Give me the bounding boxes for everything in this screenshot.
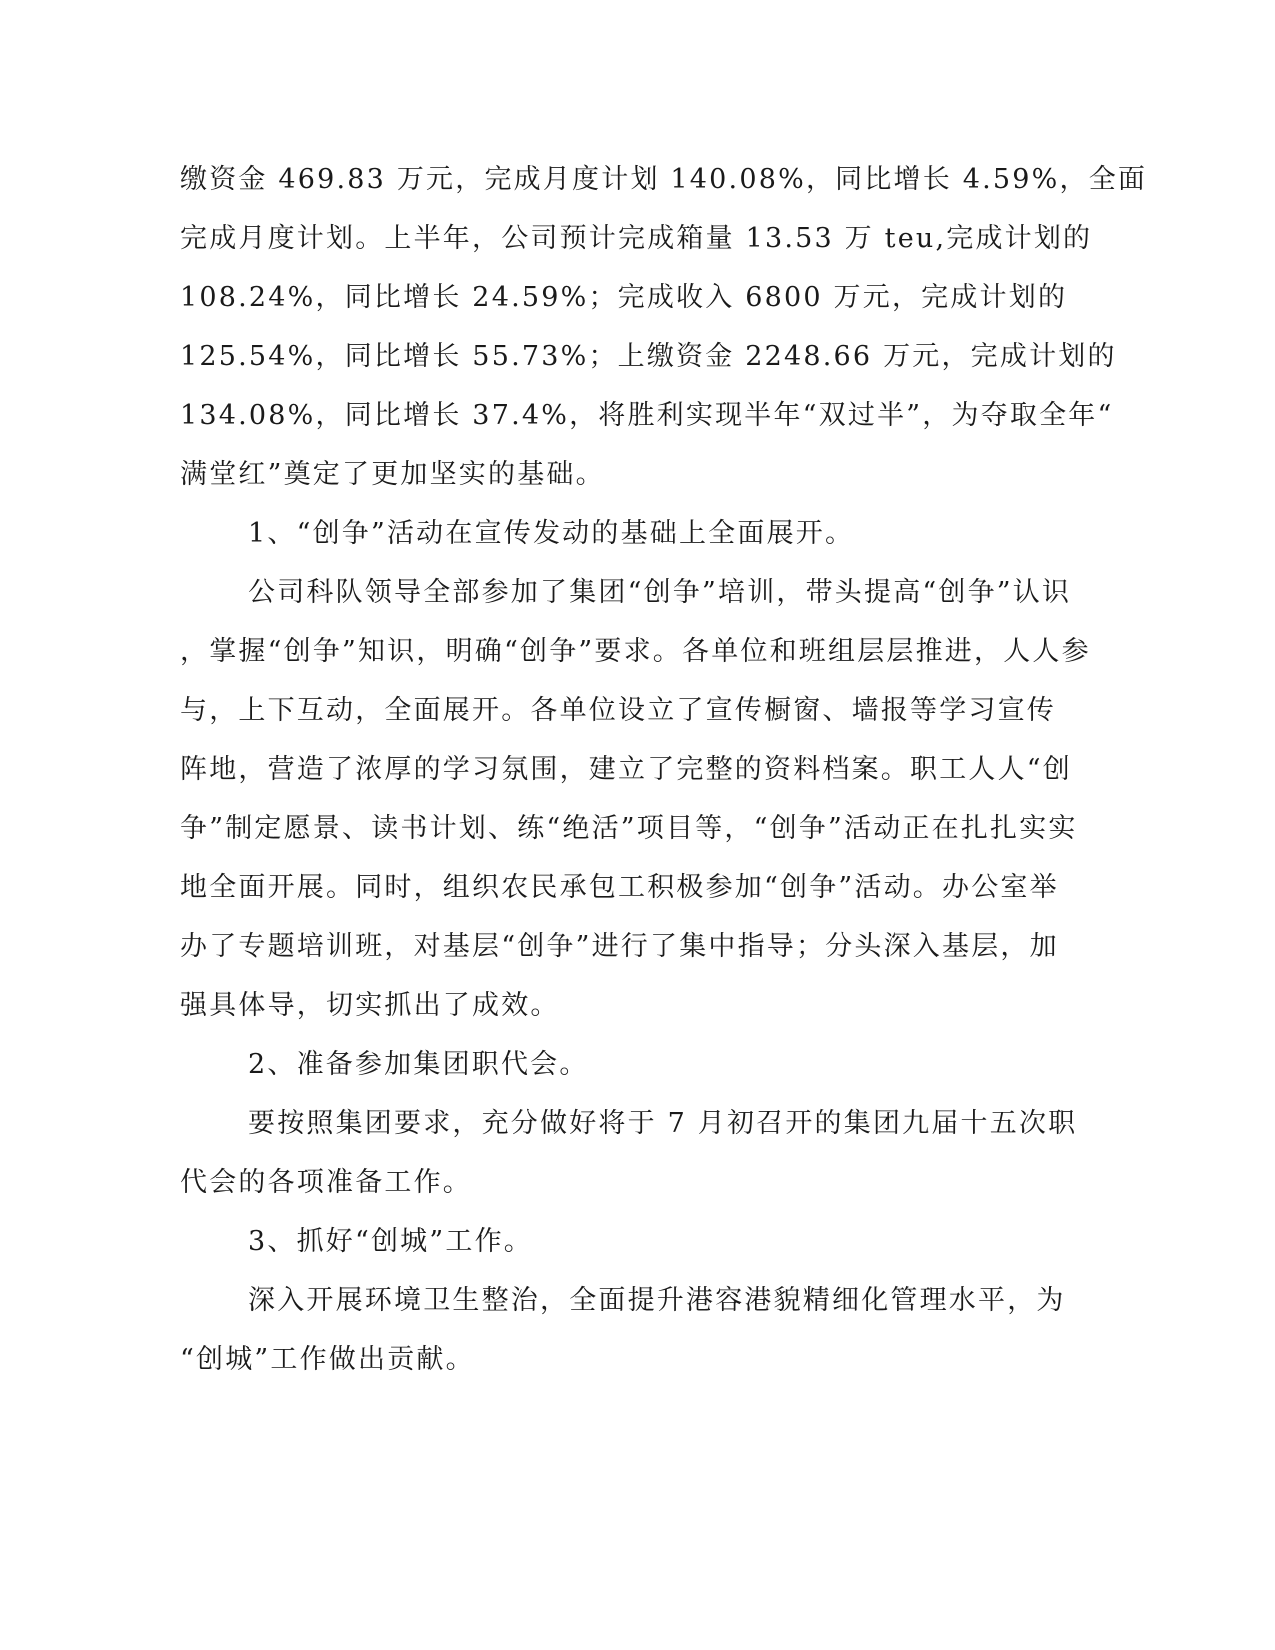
text-line: 与，上下互动，全面展开。各单位设立了宣传橱窗、墙报等学习宣传	[180, 695, 1056, 726]
text-line: 满堂红”奠定了更加坚实的基础。	[180, 459, 605, 490]
section-heading: 3、抓好“创城”工作。	[248, 1226, 533, 1257]
text-line: 125.54%，同比增长 55.73%；上缴资金 2248.66 万元，完成计划的	[180, 341, 1117, 372]
text-line: 阵地，营造了浓厚的学习氛围，建立了完整的资料档案。职工人人“创	[180, 754, 1073, 785]
text-line: “创城”工作做出贡献。	[180, 1344, 475, 1375]
text-line: ，掌握“创争”知识，明确“创争”要求。各单位和班组层层推进，人人参	[180, 636, 1091, 667]
section-heading: 2、准备参加集团职代会。	[248, 1049, 589, 1080]
text-line: 代会的各项准备工作。	[180, 1167, 472, 1198]
text-line: 地全面开展。同时，组织农民承包工积极参加“创争”活动。办公室举	[180, 872, 1059, 903]
text-line: 134.08%，同比增长 37.4%，将胜利实现半年“双过半”，为夺取全年“	[180, 400, 1114, 431]
paragraph-start: 要按照集团要求，充分做好将于 7 月初召开的集团九届十五次职	[248, 1108, 1078, 1139]
text-line: 办了专题培训班，对基层“创争”进行了集中指导；分头深入基层，加	[180, 931, 1059, 962]
section-heading: 1、“创争”活动在宣传发动的基础上全面展开。	[248, 518, 855, 549]
text-line: 强具体导，切实抓出了成效。	[180, 990, 560, 1021]
paragraph-start: 公司科队领导全部参加了集团“创争”培训，带头提高“创争”认识	[248, 577, 1072, 608]
text-line: 缴资金 469.83 万元，完成月度计划 140.08%，同比增长 4.59%，全面	[180, 164, 1148, 195]
paragraph-start: 深入开展环境卫生整治，全面提升港容港貌精细化管理水平，为	[248, 1285, 1066, 1316]
text-line: 108.24%，同比增长 24.59%；完成收入 6800 万元，完成计划的	[180, 282, 1068, 313]
text-line: 争”制定愿景、读书计划、练“绝活”项目等，“创争”活动正在扎扎实实	[180, 813, 1078, 844]
text-line: 完成月度计划。上半年，公司预计完成箱量 13.53 万 teu,完成计划的	[180, 223, 1093, 254]
